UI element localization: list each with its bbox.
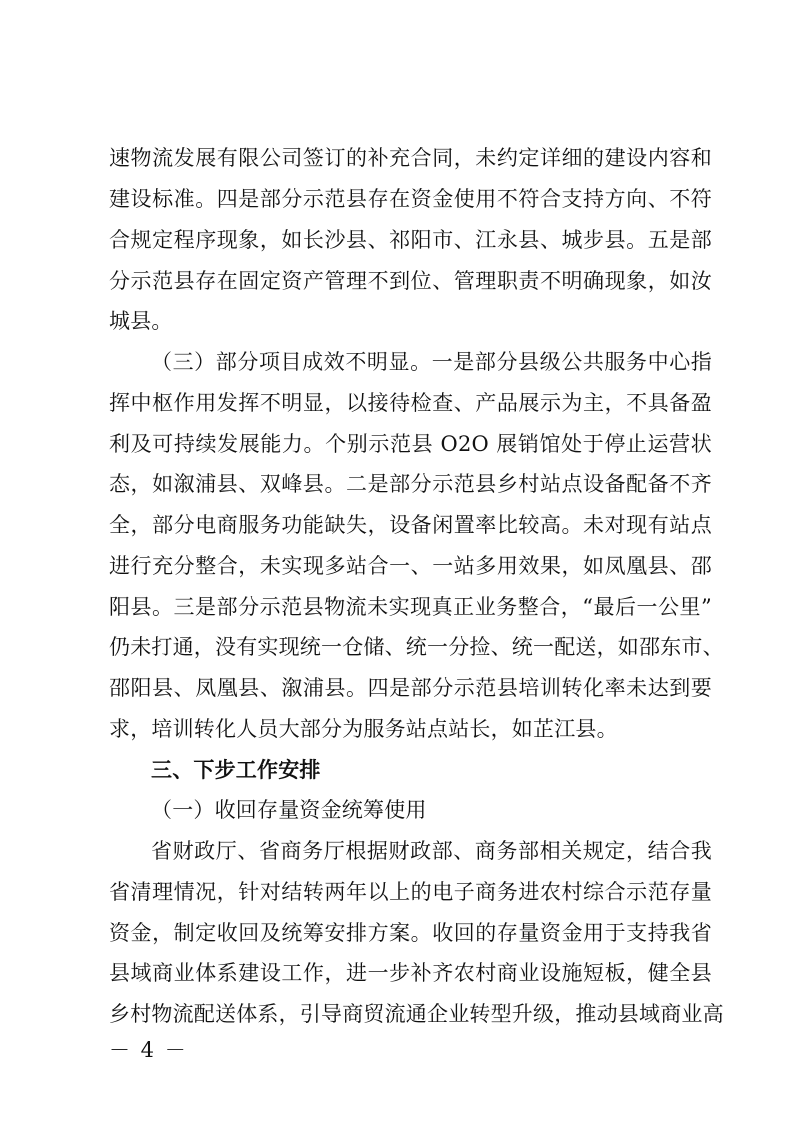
section-heading: 三、下步工作安排 bbox=[151, 758, 321, 782]
paragraph-line: 乡村物流配送体系，引导商贸流通企业转型升级，推动县域商业高 bbox=[109, 1002, 724, 1026]
paragraph-line: 速物流发展有限公司签订的补充合同，未约定详细的建设内容和 bbox=[109, 146, 712, 170]
paragraph-line: 挥中枢作用发挥不明显，以接待检查、产品展示为主，不具备盈 bbox=[109, 391, 712, 415]
paragraph-line: 进行充分整合，未实现多站合一、一站多用效果，如凤凰县、邵 bbox=[109, 554, 712, 578]
paragraph-line: 仍未打通，没有实现统一仓储、统一分捡、统一配送，如邵东市、 bbox=[109, 635, 724, 659]
subsection-heading: （一）收回存量资金统筹使用 bbox=[151, 798, 427, 822]
paragraph-line: 阳县。三是部分示范县物流未实现真正业务整合，“最后一公里” bbox=[109, 595, 712, 619]
paragraph-line: 建设标准。四是部分示范县存在资金使用不符合支持方向、不符 bbox=[109, 187, 712, 211]
paragraph-line: 省清理情况，针对结转两年以上的电子商务进农村综合示范存量 bbox=[109, 880, 712, 904]
paragraph-line: 县域商业体系建设工作，进一步补齐农村商业设施短板，健全县 bbox=[109, 961, 712, 985]
paragraph-line: 全，部分电商服务功能缺失，设备闲置率比较高。未对现有站点 bbox=[109, 513, 712, 537]
paragraph-line: 省财政厅、省商务厅根据财政部、商务部相关规定，结合我 bbox=[151, 839, 712, 863]
paragraph-line: （三）部分项目成效不明显。一是部分县级公共服务中心指 bbox=[151, 350, 712, 374]
paragraph-line: 城县。 bbox=[109, 309, 173, 333]
paragraph-line: 分示范县存在固定资产管理不到位、管理职责不明确现象，如汝 bbox=[109, 269, 712, 293]
page-number: － 4 － bbox=[109, 1038, 188, 1062]
paragraph-line: 资金，制定收回及统筹安排方案。收回的存量资金用于支持我省 bbox=[109, 921, 712, 945]
paragraph-line: 邵阳县、凤凰县、溆浦县。四是部分示范县培训转化率未达到要 bbox=[109, 676, 712, 700]
paragraph-line: 利及可持续发展能力。个别示范县 O2O 展销馆处于停止运营状 bbox=[109, 432, 712, 456]
paragraph-line: 求，培训转化人员大部分为服务站点站长，如芷江县。 bbox=[109, 717, 618, 741]
paragraph-line: 态，如溆浦县、双峰县。二是部分示范县乡村站点设备配备不齐 bbox=[109, 472, 712, 496]
paragraph-line: 合规定程序现象，如长沙县、祁阳市、江永县、城步县。五是部 bbox=[109, 228, 712, 252]
